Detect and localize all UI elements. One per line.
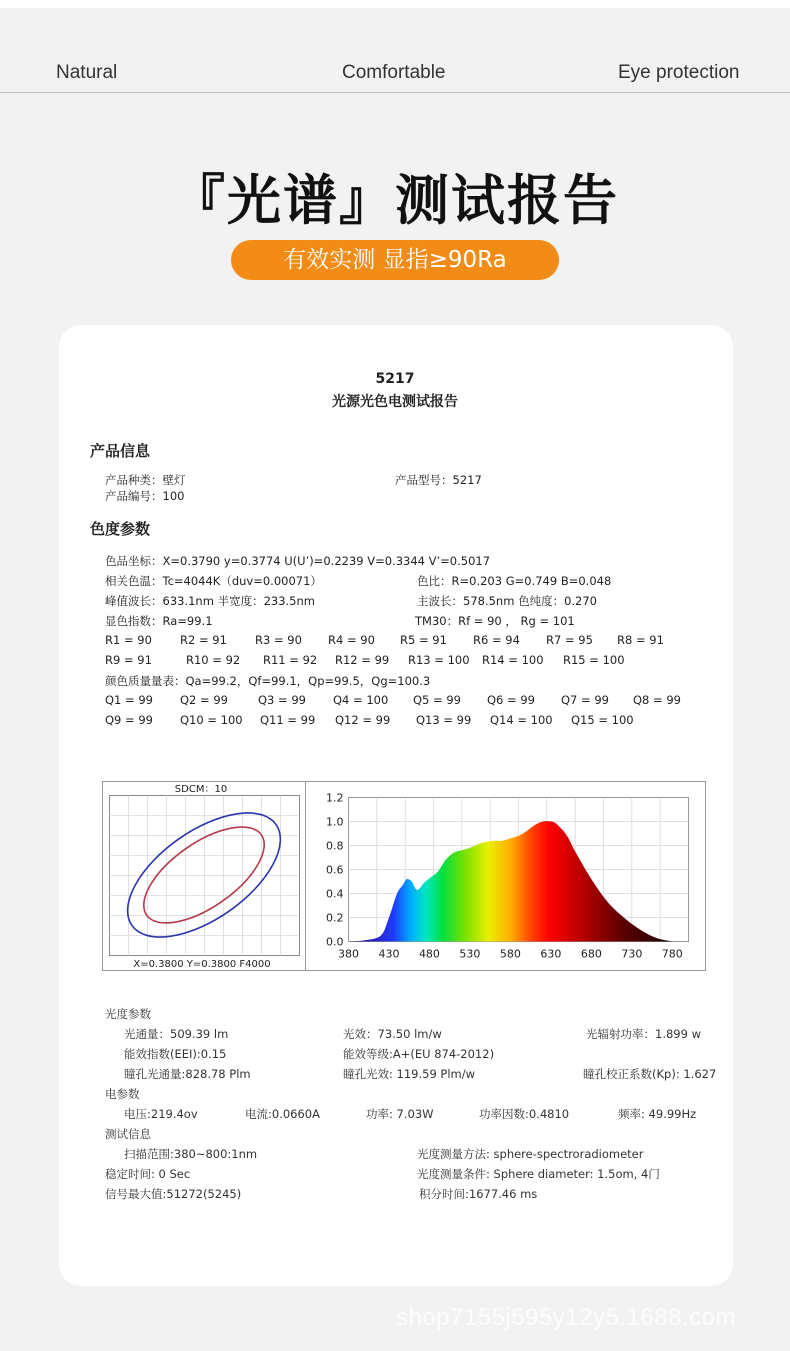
measure-condition: 光度测量条件: Sphere diameter: 1.5om, 4门 xyxy=(417,1167,660,1181)
product-model: 产品型号：5217 xyxy=(395,473,482,487)
q-value: Q10 = 100 xyxy=(180,713,243,727)
q-value: Q7 = 99 xyxy=(561,693,609,707)
report-model-number: 5217 xyxy=(375,371,415,387)
cct-value: 相关色温：Tc=4044K（duv=0.00071） xyxy=(105,574,322,588)
frequency-value: 频率: 49.99Hz xyxy=(618,1107,697,1121)
spectrum-x-ticks xyxy=(338,948,683,961)
color-ratio: 色比：R=0.203 G=0.749 B=0.048 xyxy=(417,574,612,588)
feature-natural: Natural xyxy=(56,62,118,83)
q-value: Q11 = 99 xyxy=(260,713,316,727)
signal-max: 信号最大值:51272(5245) xyxy=(105,1187,242,1201)
charts-panel xyxy=(102,781,706,971)
q-value: Q14 = 100 xyxy=(490,713,553,727)
eei-value: 能效指数(EEI):0.15 xyxy=(124,1047,227,1061)
spectrum-x-tick-label: 430 xyxy=(378,947,400,961)
r-value: R13 = 100 xyxy=(408,653,470,667)
product-category: 产品种类：壁灯 xyxy=(105,473,186,487)
luminous-efficacy: 光效：73.50 lm/w xyxy=(343,1027,442,1041)
scan-range: 扫描范围:380~800:1nm xyxy=(124,1147,258,1161)
r-value: R15 = 100 xyxy=(563,653,625,667)
r-value: R4 = 90 xyxy=(328,633,375,647)
feature-eye-protection: Eye protection xyxy=(618,62,740,83)
cri-badge: 有效实测 显指≥90Ra xyxy=(231,240,559,280)
luminous-flux: 光通量：509.39 lm xyxy=(124,1027,229,1041)
r-value: R11 = 92 xyxy=(263,653,318,667)
integration-time: 积分时间:1677.46 ms xyxy=(419,1187,538,1201)
stable-time: 稳定时间: 0 Sec xyxy=(105,1167,191,1181)
q-value: Q6 = 99 xyxy=(487,693,535,707)
header-divider xyxy=(0,92,790,93)
spectrum-x-tick-label: 630 xyxy=(540,947,562,961)
spectrum-y-tick-label: 0.0 xyxy=(326,935,344,949)
r-value: R7 = 95 xyxy=(546,633,593,647)
page-title: 『光谱』测试报告 xyxy=(171,169,619,232)
spectrum-y-tick-label: 1.2 xyxy=(326,791,344,805)
spectrum-x-tick-label: 780 xyxy=(661,947,683,961)
radiant-power: 光辐射功率：1.899 w xyxy=(586,1027,701,1041)
r-value: R6 = 94 xyxy=(473,633,520,647)
current-value: 电流:0.0660A xyxy=(245,1107,320,1121)
cri-value: 显色指数：Ra=99.1 xyxy=(105,614,213,628)
q-value: Q3 = 99 xyxy=(258,693,306,707)
pupil-efficacy: 瞳孔光效: 119.59 Plm/w xyxy=(343,1067,476,1081)
r-value: R3 = 90 xyxy=(255,633,302,647)
tm30-value: TM30：Rf = 90 ， Rg = 101 xyxy=(415,614,575,628)
spectrum-y-tick-label: 0.6 xyxy=(326,863,344,877)
power-factor-value: 功率因数:0.4810 xyxy=(479,1107,570,1121)
kp-value: 瞳孔校正系数(Kp): 1.627 xyxy=(583,1067,717,1081)
product-section-heading: 产品信息 xyxy=(90,442,151,460)
q-value: Q12 = 99 xyxy=(335,713,391,727)
q-value: Q4 = 100 xyxy=(333,693,389,707)
q-value: Q1 = 99 xyxy=(105,693,153,707)
spectrum-x-tick-label: 580 xyxy=(499,947,521,961)
r-value: R8 = 91 xyxy=(617,633,664,647)
report-title: 光源光色电测试报告 xyxy=(332,394,458,410)
power-value: 功率: 7.03W xyxy=(366,1107,434,1121)
spectrum-y-tick-label: 0.4 xyxy=(326,887,344,901)
test-heading: 测试信息 xyxy=(105,1127,151,1141)
spectrum-chart xyxy=(326,792,689,961)
peak-wavelength: 峰值波长：633.1nm 半宽度：233.5nm xyxy=(105,594,315,608)
r-value: R10 = 92 xyxy=(186,653,241,667)
energy-class: 能效等级:A+(EU 874-2012) xyxy=(343,1047,495,1061)
spectrum-x-tick-label: 530 xyxy=(459,947,481,961)
pupil-flux: 瞳孔光通量:828.78 Plm xyxy=(124,1067,251,1081)
spectrum-y-tick-label: 1.0 xyxy=(326,815,344,829)
spectrum-x-tick-label: 680 xyxy=(580,947,602,961)
r-value: R9 = 91 xyxy=(105,653,152,667)
q-value: Q8 = 99 xyxy=(633,693,681,707)
cqs-value: 颜色质量量表：Qa=99.2，Qf=99.1，Qp=99.5，Qg=100.3 xyxy=(105,674,431,688)
feature-comfortable: Comfortable xyxy=(342,62,446,83)
measure-method: 光度测量方法: sphere-spectroradiometer xyxy=(417,1147,644,1161)
dominant-wavelength: 主波长：578.5nm 色纯度：0.270 xyxy=(417,594,597,608)
voltage-value: 电压:219.4ov xyxy=(124,1107,198,1121)
spectrum-x-tick-label: 380 xyxy=(338,947,359,961)
sdcm-coords-label: X=0.3800 Y=0.3800 F4000 xyxy=(133,959,271,970)
top-strip xyxy=(0,0,790,8)
electrical-heading: 电参数 xyxy=(105,1087,140,1101)
q-value: Q5 = 99 xyxy=(413,693,461,707)
r-value: R12 = 99 xyxy=(335,653,390,667)
chromaticity-coords: 色品坐标：X=0.3790 y=0.3774 U(U’)=0.2239 V=0.3344 V’=0.5017 xyxy=(105,554,491,568)
q-value: Q9 = 99 xyxy=(105,713,153,727)
spectrum-y-tick-label: 0.8 xyxy=(326,839,344,853)
color-section-heading: 色度参数 xyxy=(90,520,151,538)
r-value: R14 = 100 xyxy=(482,653,544,667)
q-value: Q13 = 99 xyxy=(416,713,472,727)
spectrum-x-tick-label: 730 xyxy=(621,947,643,961)
r-value: R5 = 91 xyxy=(400,633,447,647)
r-value: R2 = 91 xyxy=(180,633,227,647)
q-value: Q2 = 99 xyxy=(180,693,228,707)
q-value: Q15 = 100 xyxy=(571,713,634,727)
sdcm-chart xyxy=(107,784,302,970)
spectrum-x-tick-label: 480 xyxy=(418,947,440,961)
store-watermark: shop7155j595y12y5.1688.com xyxy=(396,1304,736,1331)
r-value: R1 = 90 xyxy=(105,633,152,647)
spectrum-y-tick-label: 0.2 xyxy=(326,911,344,925)
product-serial: 产品编号：100 xyxy=(105,489,185,503)
sdcm-label: SDCM：10 xyxy=(174,784,228,795)
photometric-heading: 光度参数 xyxy=(105,1007,151,1021)
